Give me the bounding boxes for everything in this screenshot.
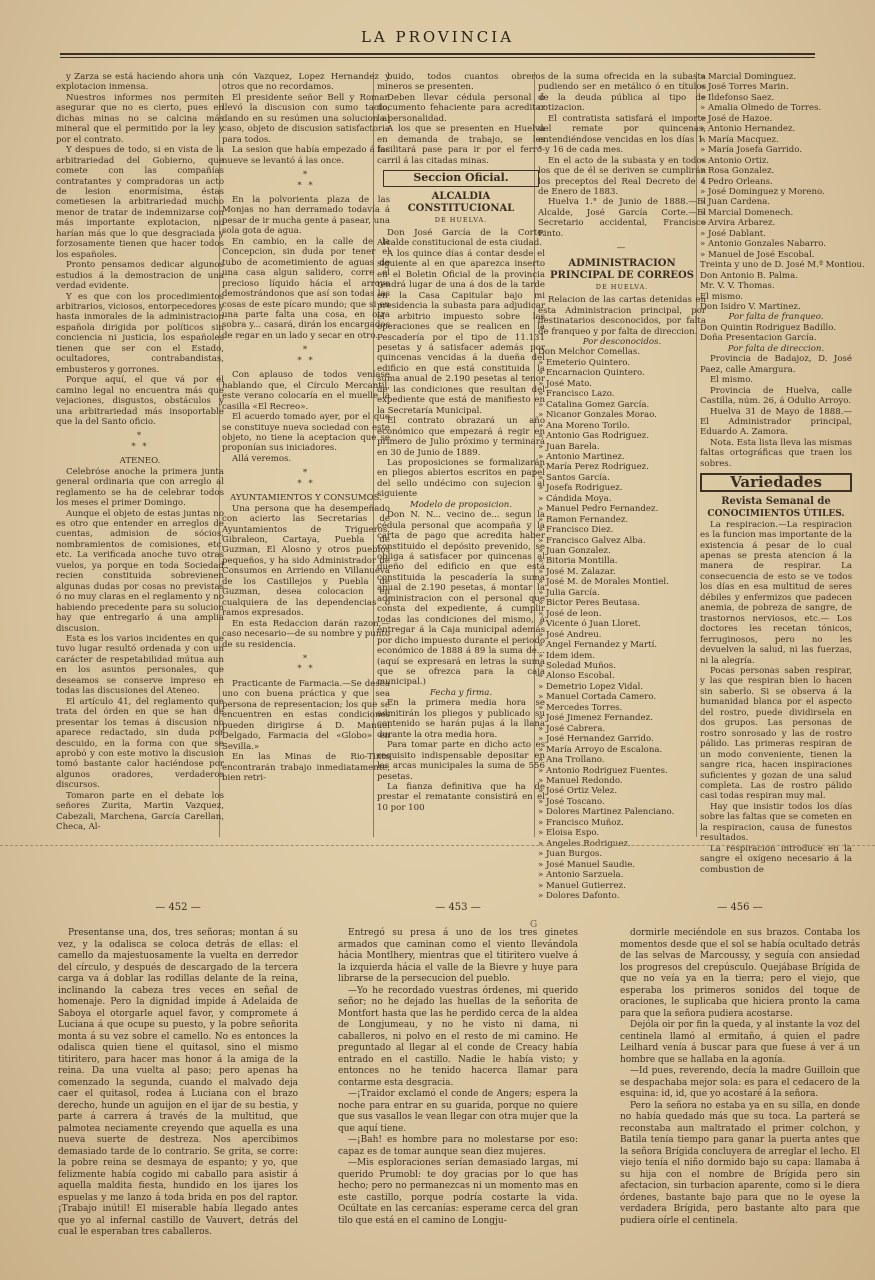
paragraph: Pero la señora no estaba ya en su silla, en donde no había quedado más que su toca. La parterá se reconstaba aun maltratado el primer colchon, y Batila tenía tiempo para ganar la puerta antes que la señora Brígida concluyera de arreglar el lecho. El viejo tenía el niño dormido bajo su capa: llamaba á su hija con el nombre de Brígida pero sin afectacion, sin turbacion aparente, como si le diera órdenes, bastante bajo para que no le oyese la verdadera Brígida, pero bastante alto para que pudiera oírle el centinela. <box>620 1100 860 1226</box>
list-item: » Manuel Gutierrez. <box>538 880 626 891</box>
paragraph: La sesion que había empezado á las nueve se levantó á las once. <box>222 145 390 166</box>
col3d-paragraphs <box>377 698 545 813</box>
col1-paragraphs <box>56 72 224 427</box>
col3b-paragraphs <box>377 228 545 500</box>
paragraph: Provincia de Badajoz, D. José Paez, calle Amargura. <box>700 354 852 375</box>
list-item: » Angeles Rodriguez. <box>538 838 631 849</box>
desconocidos-heading: Por desconocidos. <box>582 336 662 347</box>
list-item: » Marcial Dominguez. <box>700 72 797 82</box>
letters-list-cont <box>700 72 865 312</box>
list-item: » Emeterio Quintero. <box>538 357 631 368</box>
variedades-heading: Variedades <box>700 473 852 491</box>
serial-column-3 <box>620 928 860 1258</box>
list-item: » Vicente ó Juan Lloret. <box>538 619 641 630</box>
list-item: » Francisco Diez. <box>538 525 614 536</box>
paragraph: En esta Redaccion darán razon,—caso necesario—de su nombre y punto de su residencia. <box>222 618 390 650</box>
paragraph: Huelva 31 de Mayo de 1888.—El Administrador principal, Eduardo A. Zamora. <box>700 406 852 438</box>
list-item: » Dolores Dafonto. <box>538 890 620 901</box>
paragraph: —¡Traidor exclamó el conde de Angers; espera la noche para entrar en su guarida, porque no quiere que sus vasallos le vean llegar con otra mujer que la que aquí tiene. <box>338 1089 578 1134</box>
paragraph: La respiracion.—La respiracion es la funcion mas importante de la existencia á pesar de lo cual apenas se presta atencion á la manera de respirar. La consecuencia de esto se ve todos los días en esa multitud de seres débiles y enfermizos que padecen anemia, de pobreza de sangre, de trastornos nerviosos, etc.— Los doctores les recetan tónicos, ferruginosos, pero no les devuelven la salud, ni las fuerzas, ni la alegría. <box>700 519 852 666</box>
column-3 <box>377 72 545 837</box>
page-number-452: — 452 — <box>155 902 201 913</box>
sign-line: Fecha y firma. <box>429 687 493 698</box>
list-item: » José Andreu. <box>538 629 602 640</box>
conocimientos-heading: CONOCIMIENTOS ÚTILES. <box>707 508 845 519</box>
list-item: » José Ortiz Velez. <box>538 786 618 797</box>
list-item: » Francisco Galvez Alba. <box>538 535 646 546</box>
paragraph: En la polvorienta plaza de las Monjas no han derramado todavía á pesar de ir mucha gente á pasear, una sola gota de agua. <box>222 194 390 237</box>
serial-column-2 <box>338 928 578 1258</box>
list-item: » María Josefa Garrido. <box>700 145 802 156</box>
list-item: » Juan Burgos. <box>538 849 603 860</box>
masthead-rule <box>60 53 815 58</box>
correos-heading: ADMINISTRACION PRINCIPAL DE CORREOS <box>550 257 694 281</box>
franqueo-heading: Por falta de franqueo. <box>728 312 824 323</box>
list-item: Treinta y uno de D. José M.ª Montiou. <box>700 260 865 271</box>
list-item: » Amalia Olmedo de Torres. <box>700 103 822 114</box>
paragraph: En las Minas de Rio-Tinto encontrarán trabajo inmediatamente, bien retri- <box>222 752 390 783</box>
paragraph: A los quince días á contar desde el siguiente al en que aparezca inserto en el Boletin Oficial de la provincia tendrá lugar de una á dos de la tarde en la Casa Capitular bajo mi presidencia la subasta para adjudicar el arbitrio impuesto sobre las operaciones que se realicen en la Pescadería por el tipo de 11.131 pesetas y á satisfacer además por quincenas vencidas á la dueña del edificio en que está constituida la suma anual de 2.190 pesetas al tenor de las condiciones que resultan del expediente que está de manifiesto en la Secretaría Municipal. <box>377 248 545 416</box>
list-item: » Ramon Fernandez. <box>538 514 629 525</box>
list-item: » José Dablant. <box>700 228 766 239</box>
franqueo-list <box>700 323 852 344</box>
letters-list <box>538 347 706 901</box>
list-item: » Eloisa Espo. <box>538 828 600 839</box>
separator-stars: * * * <box>297 170 315 191</box>
alcaldia-subheading: DE HUELVA. <box>434 215 488 224</box>
list-item: » Antonio Ortiz. <box>700 155 770 166</box>
list-item: » José M. Zalazar. <box>538 566 616 577</box>
list-item: » Pedro Orleans. <box>700 176 773 187</box>
direccion-heading: Por falta de direccion. <box>727 343 825 354</box>
list-item: » Ana Trollano. <box>538 755 605 766</box>
masthead <box>60 28 815 60</box>
list-item: » Francisco Muñoz. <box>538 817 624 828</box>
list-item: » Soledad Muños. <box>538 661 616 672</box>
list-item: » Antonio Gonzales Nabarro. <box>700 239 826 250</box>
col2-paragraphs <box>222 72 390 166</box>
col4b-paragraphs <box>538 295 706 337</box>
list-item: » José M. de Morales Montiel. <box>538 577 669 588</box>
list-item: » María Perez Rodriguez. <box>538 462 649 473</box>
col2e-paragraphs <box>222 679 390 784</box>
col2b-paragraphs <box>222 195 390 341</box>
page-number-453: — 453 — <box>435 902 481 913</box>
list-item: » José Manuel Saudie. <box>538 859 636 870</box>
list-item: » Angel Fernandez y Martí. <box>538 640 658 651</box>
paragraph: Don N. N... vecino de... segun la cédula personal que acompaña y la carta de pago que acredita haber constituido el depósito prevenido, se obliga á satisfacer por quincenas al dueño del edificio en que está constituida la pescadería la suma anual de 2.190 pesetas, á montar la administracion con el personal que consta del expediente, á cumplir todas las condiciones del mismo, á entregar á la Caja municipal además por dicho impuesto durante el periodo económico de 1888 á 89 la suma de... (aquí se expresará en letras la suma que se ofrezca para la caja municipal.) <box>377 510 545 688</box>
list-item: » Antonio Hernandez. <box>700 124 796 135</box>
list-item: Mr. V. V. Thomas. <box>700 281 775 292</box>
list-item: » Ildefonso Saez. <box>700 92 775 103</box>
paragraph: El presidente señor Bell y Roman llevó la discusion con sumo tacto, dando en su resúmen una solucion al caso, objeto de discusion satisfactoria para todos. <box>222 92 390 145</box>
list-item: » Santos García. <box>538 472 610 483</box>
paragraph: —¡Bah! es hombre para no molestarse por eso: capaz es de tomar aunque sean diez mujeres. <box>338 1135 578 1157</box>
paragraph: Celebróse anoche la primera junta general ordinaria que con arreglo al reglamento se ha de celebrar todos los meses el primer Domingo. <box>56 466 224 509</box>
list-item: » Francisco Lazo. <box>538 389 615 400</box>
paragraph: El contrato obrazará un año económico que empezará á regir en primero de Julio próximo y terminará en 30 de Junio de 1889. <box>377 416 545 458</box>
paragraph: Y es que con los procedimientos arbitrarios, viciosos, entorpecedores y hasta inmorales de la administracion española dirigida por políticos sin conciencia ni justicia, los españoles tienen que ser con el Estado, ocultadores, contrabandistas, embusteros y gorrones. <box>56 291 224 375</box>
list-item: » Demetrio Lopez Vidal. <box>538 681 644 692</box>
paragraph: La respiracion introduce en la sangre el oxígeno necesario á la combustion de <box>700 843 852 875</box>
paragraph: —Mis esploraciones serían demasiado largas, mi querido Prumobl: te doy gracias por lo que has hecho; pero no permanezcas ni un momento mas en este castillo, porque podría costarte la vida. Ocúltate en las cercanías: esperame cerca del gran tilo que está en el camino de Longju- <box>338 1158 578 1226</box>
paragraph: Una persona que ha desempeñado con acierto las Secretarías de Ayuntamientos de Trigueros, Gibraleon, Cartaya, Puebla de Guzman, El Alosno y otros pueblos pequeños, y ha sido Administrador de Consumos en Arriendo en Villanueva de los Castillejos y Puebla de Guzman, desea colocacion en cualquiera de las dependencias ó ramos expresados. <box>222 503 390 619</box>
col3-paragraphs <box>377 72 545 166</box>
col2d-paragraphs <box>222 504 390 650</box>
paragraph: —Yo he recordado vuestras órdenes, mi querido señor; no he dejado las huellas de la señorita de Montfort hasta que las he perdido cerca de la aldea de Longjumeau, y no he visto ni dama, ni caballeros, ni polvo en el resto de mi camino. He preguntado al llegar al el conde de Creacy había entrado en el castillo. Nadie le había visto; y entonces no he tenido hacerca llamar para contarme esta desgracia. <box>338 985 578 1088</box>
paragraph: El acuerdo tomado ayer, por el que se constituye nueva sociedad con este objeto, no tiene la aceptacion que se proponían sus iniciadores. <box>222 412 390 454</box>
column-5 <box>700 72 865 875</box>
paragraph: Esta es los varios incidentes en que tuvo lugar resultó ordenada y con un carácter de respetabilidad mútua aun en los asuntos personales, que deseamos se conserve impreso en todas las discusiones del Ateneo. <box>56 634 224 697</box>
paragraph: Don José García de la Corte, Alcalde constitucional de esta ciudad. <box>377 227 545 249</box>
paragraph: Para tomar parte en dicho acto es requisito indispensable depositar en las arcas municipales la suma de 556 pesetas. <box>377 740 545 782</box>
list-item: » Josefa Rodriguez. <box>538 483 623 494</box>
paragraph: de la suma ofrecida en la subasta pudiendo ser en metálico ó en títulos de la deuda pública al tipo de cotizacion. <box>538 72 706 114</box>
paragraph: En la primera media hora se admitirán los pliegos y publicado su contenido se harán pujas á la llana durante la otra media hora. <box>377 698 545 740</box>
list-item: » José Torres Marin. <box>700 82 789 93</box>
list-item: » Manuel de José Escobal. <box>700 249 815 260</box>
list-item: Don Melchor Comellas. <box>538 347 641 358</box>
paragraph: Aunque el objeto de estas juntas no es otro que entender en arreglos de cuentas, admision de sócios, nombramientos de comisiones, etc. etc. La verificada anoche tuvo otras vuelos, ya porque en toda Sociedad recien constituida sobrevienen algunas dudas por cosas no previstas ó no muy claras en el reglamento y no habiendo precedente para su solucion hay que entregarlo á una amplia discusion. <box>56 508 224 634</box>
page-fold-divider <box>0 845 875 846</box>
paragraph: Porque aquí, el que vá por el camino legal no encuentra más que vejaciones, disgustos, obstáculos y una arbitrariedad más insoportable que la del Santo oficio. <box>56 375 224 427</box>
list-item: » Arvira Arbarez. <box>700 218 776 229</box>
paragraph: Allá veremos. <box>232 453 292 464</box>
list-item: » Manuel Cortada Camero. <box>538 692 657 703</box>
paragraph: Nuestros informes nos permiten asegurar que no es cierto, pues en dichas minas no se calcina más mineral que el permitido por la ley y por el contrato. <box>56 92 224 145</box>
list-item: » Alonso Escobal. <box>538 671 615 682</box>
correos-subheading: DE HUELVA. <box>595 282 649 291</box>
list-item: » Marcial Domenech. <box>700 207 794 218</box>
section-oficial-heading: Seccion Oficial. <box>383 170 539 186</box>
list-item: » Manuel Redondo. <box>538 776 623 786</box>
paragraph: Relacion de las cartas detenidas en esta Administracion principal, por destinatarios desconocidos, por falta de franqueo y por falta de direccion. <box>538 295 706 337</box>
list-item: » Antonio Rodriguez Fuentes. <box>538 765 668 776</box>
col5c-paragraphs <box>700 520 852 875</box>
separator-stars: * * * <box>297 345 315 366</box>
serial-column-1 <box>58 928 298 1258</box>
list-item: » Rosa Gonzalez. <box>700 166 775 177</box>
revista-heading: Revista Semanal de <box>721 495 831 507</box>
list-item: » Manuel Pedro Fernandez. <box>538 504 659 515</box>
list-item: » Juan Cardena. <box>700 197 771 208</box>
list-item: » José Toscano. <box>538 796 605 807</box>
paragraph: En cambio, en la calle de la Concepcion, sin duda por tener el tubo de acometimiento de aguas de una casa algun salidero, corre el precioso líquido hácia el arroyo demostrándonos que así son todas las cosas de este pícaro mundo; que si en una parte falta una cosa, en otra sobra y... casará, dirán los encargados de regar en un lado y secar en otro. <box>222 236 390 341</box>
list-item: » Encarnacion Quintero. <box>538 368 645 379</box>
list-item: » Catalina Gomez García. <box>538 399 650 410</box>
list-item: » Dolores Martinez Palenciano. <box>538 807 675 818</box>
paragraph: y Zarza se está haciendo ahora una explotacion inmensa. <box>56 72 224 93</box>
list-item: » José Jimenez Fernandez. <box>538 713 653 724</box>
list-item: » José Dominguez y Moreno. <box>700 186 825 197</box>
col5b-paragraphs <box>700 354 852 469</box>
list-item: » Julia García. <box>538 587 600 598</box>
list-item: » José Cabrera. <box>538 723 606 734</box>
col2c-paragraphs <box>222 370 390 464</box>
paragraph: Pocas personas saben respirar, y las que respiran bien lo hacen sin saberlo. Si se observa á la humanidad blanca por el aspecto del rostro, puede dividirsela en dos grupos. Las personas de rostro sonrosado y las de rostro pálido. Las primeras respiran de un modo conveniente, tienen la sangre rica, hacen inspiraciones suficientes y gozan de una salud completa. Las de rostro pálido casi todas respiran muy mal. <box>700 666 852 802</box>
paragraph: buido, todos cuantos obreros mineros se presenten. <box>377 72 545 93</box>
list-item: » María Arroyo de Escalona. <box>538 744 663 755</box>
paragraph: Entregó su presa á uno de los tres ginetes armados que caminan como el viento llevándola hácia Montlhery, mientras que el titiritero vuelve á la izquierda hácia el valle de la Bievre y huye para librarse de la persecucion del pueblo. <box>338 928 578 984</box>
column-2 <box>222 72 390 837</box>
paragraph: —Id pues, reverendo, decía la madre Guilloin que se despachaba mejor sola: es para el cedacero de la esquina: id, id, que yo acostaré á la señora. <box>620 1066 860 1099</box>
list-item: » Ana Moreno Torilo. <box>538 420 630 431</box>
separator-rule: — <box>616 243 628 254</box>
paragraph: Deben llevar cédula personal ó documento fehaciente para acreditar la personalidad. <box>377 92 545 124</box>
paragraph: En el acto de la subasta y en todos los que de él se deriven se cumplirán los preceptos del Real Decreto de 4 de Enero de 1883. <box>538 155 706 197</box>
paragraph: A los que se presenten en Huelva en demanda de trabajo, se les facilitará pase para ir por el ferro-carril á las citadas minas. <box>377 124 545 166</box>
list-item: Don Quintin Rodriguez Badillo. <box>700 322 836 333</box>
column-1 <box>56 72 224 837</box>
section-heading-ayuntamientos: AYUNTAMIENTOS Y CONSUMOS. <box>230 493 382 504</box>
list-item: El mismo. <box>700 291 743 302</box>
paragraph: Con aplauso de todos veníase hablando que, el Círculo Mercantil, este verano colocaría en el muelle la casilla «El Recreo». <box>222 370 390 412</box>
list-item: » Antonio Gas Rodriguez. <box>538 431 650 442</box>
paragraph: La fianza definitiva que ha de prestar el rematante consistirá en el 10 por 100 <box>377 782 545 813</box>
paragraph: Dejóla oir por fin la queda, y al instante la voz del centinela llamó al ermitaño, á quien el padre Leilhard venía á buscar para que fuese á ver á un hombre que se hallaba en la agonía. <box>620 1020 860 1065</box>
folio-mark: G <box>530 920 538 930</box>
paragraph: Provincia de Huelva, calle Castilla, núm. 26, á Odulio Arroyo. <box>700 385 852 407</box>
paragraph: Tomaron parte en el debate los señores Zurita, Martin Vazquez, Cabezali, Marchena, García Carellan, Checa, Al- <box>56 790 224 833</box>
paragraph: dormirle meciéndole en sus brazos. Contaba los momentos desde que el sol se había ocultado detrás de las selvas de Marcoussy, y seguía con ansiedad los progresos del crepúsculo. Quejábase Brígida de que no veía ya en la tierra; pero el viejo, que esperaba los primeros sonidos del toque de oraciones, le suplicaba que hiciera pronto la cama para que la señora pudiera acostarse. <box>620 928 860 1019</box>
separator-stars: * * * <box>297 654 315 675</box>
paragraph: El contratista satisfará el importe del remate por quincenas, entendiéndose vencidas en los días 1.° y 16 de cada mes. <box>538 113 706 156</box>
paragraph: Presentanse una, dos, tres señoras; montan á su vez, y la odalisca se coloca detrás de ellas: el camello da majestuosamente la vuelta en derredor del círculo, y después de descargado de la tercera carga va á doblar las rodillas delante de la reina, inclinando la cabeza tres veces en señal de homenaje. Pero la dignidad impide á Adelaida de Saboya el otorgarle aquel favor, y compromete á Luciana á que ocupe su puesto, y la pobre señorita monta á su vez sobre el camello. No es entonces la odalisca quien tiene el quitasol, sino el mismo titiritero, para hacer mas honor á la amiga de la reina. Da una vuelta al paso; pero apenas ha comenzado la segunda, cuando el malvado deja caer el quitasol, rodea á Luciana con el brazo derecho, hunde un aguijon en el ijar de su bestia, y parte á carrera á través de la multitud, que palmotea neciamente creyendo que aquella es una nueva suerte de destreza. Nos apercibimos demasiado tarde de lo contrario. Se grita, se corre: la pobre reina se desmaya de espanto; y yo, que felizmente había cogido mi caballo para asistir á aquella maldita fiesta, hundido en los ijares los espuelas y me lanzo á toda brida en pos del raptor. ¡Trabajo inútil! El miserable había llegado antes que yo al infernal castillo de Vauvert, detrás del cual le esperaban tres caballeros. <box>58 928 298 1237</box>
model-heading: Modelo de proposicion. <box>409 499 513 510</box>
list-item: » José Hernandez Garrido. <box>538 734 654 745</box>
list-item: » José de Hazoe. <box>700 113 773 124</box>
paragraph: Practicante de Farmacia.—Se desea uno con buena práctica y que sea persona de representacion; los que se encuentren en estas condiciones pueden dirigirse á D. Manuel Delgado, Farmacia del «Globo» en Sevilla.» <box>222 678 390 752</box>
col4-paragraphs <box>538 72 706 239</box>
list-item: Don Antonio B. Palma. <box>700 270 798 281</box>
paragraph: cón Vazquez, Lopez Hernandez y otros que no recordamos. <box>222 72 390 93</box>
separator-stars: * * * <box>297 468 315 489</box>
list-item: » Mercedes Torres. <box>538 702 623 713</box>
separator-stars: * * * <box>131 431 149 452</box>
list-item: » Cándida Moya. <box>538 493 612 504</box>
list-item: » Juan Barela. <box>538 441 600 452</box>
list-item: » María Macquez. <box>700 134 779 145</box>
paragraph: Y despues de todo, si en vista de la arbitrariedad del Gobierno, que comete con las compañías contratantes y compradoras un acto de lesion enormísima, éstas cometiesen la arbitrariedad mucho menor de tratar de indemnizarse con más importante explotacion, no harían más que lo que desgraciada y forzosamente tienen que hacer todos los españoles. <box>56 145 224 260</box>
list-item: » Bitoria Montilla. <box>538 556 618 567</box>
list-item: » José Mato. <box>538 378 592 389</box>
paragraph: El mismo. <box>710 375 753 386</box>
newspaper-title: LA PROVINCIA <box>360 28 515 46</box>
alcaldia-heading: ALCALDIA CONSTITUCIONAL <box>407 190 515 214</box>
list-item: » Nicanor Gonzales Morao. <box>538 410 657 421</box>
paragraph: Pronto pensamos dedicar algunos estudios á la demostracion de una verdad evidente. <box>56 260 224 292</box>
list-item: » José de leon. <box>538 608 602 619</box>
list-item: » Idem idem. <box>538 650 596 661</box>
col3c-paragraphs <box>377 510 545 688</box>
col1b-paragraphs <box>56 467 224 833</box>
paragraph: Hay que insistir todos los días sobre las faltas que se cometen en la respiracion, causa de funestos resultados. <box>700 801 852 844</box>
list-item: » Bictor Peres Beutasa. <box>538 598 640 609</box>
list-item: » Antonio Sarzuela. <box>538 870 624 881</box>
paragraph: Las proposiciones se formalizarán en pliegos abiertos escritos en papel del sello undécimo con sujecion al siguiente <box>377 457 545 500</box>
list-item: Doña Presentacion García. <box>700 333 817 344</box>
paragraph: Nota. Esta lista lleva las mismas faltas ortográficas que traen los sobres. <box>700 437 852 469</box>
list-item: » Antonio Martinez. <box>538 451 625 462</box>
list-item: » Juan Gonzalez. <box>538 546 611 557</box>
list-item: Don Isidro V. Martinez. <box>700 301 801 312</box>
section-heading-ateneo: ATENEO. <box>119 456 161 467</box>
column-4 <box>538 72 706 901</box>
page-number-456: — 456 — <box>717 902 763 913</box>
paragraph: El artículo 41, del reglamento que trata del órden en que se han de presentar los temas á discusion no aparece redactado, sin duda por descuido, en la forma con que se aprobó y con este motivo la discusion tomó bastante calor haciéndose por algunos oradores, verdaderos discursos. <box>56 696 224 791</box>
paragraph: Huelva 1.° de Junio de 1888.—El Alcalde, José García Corte.—El Secretario accidental, Francisco Pinto. <box>538 197 706 239</box>
